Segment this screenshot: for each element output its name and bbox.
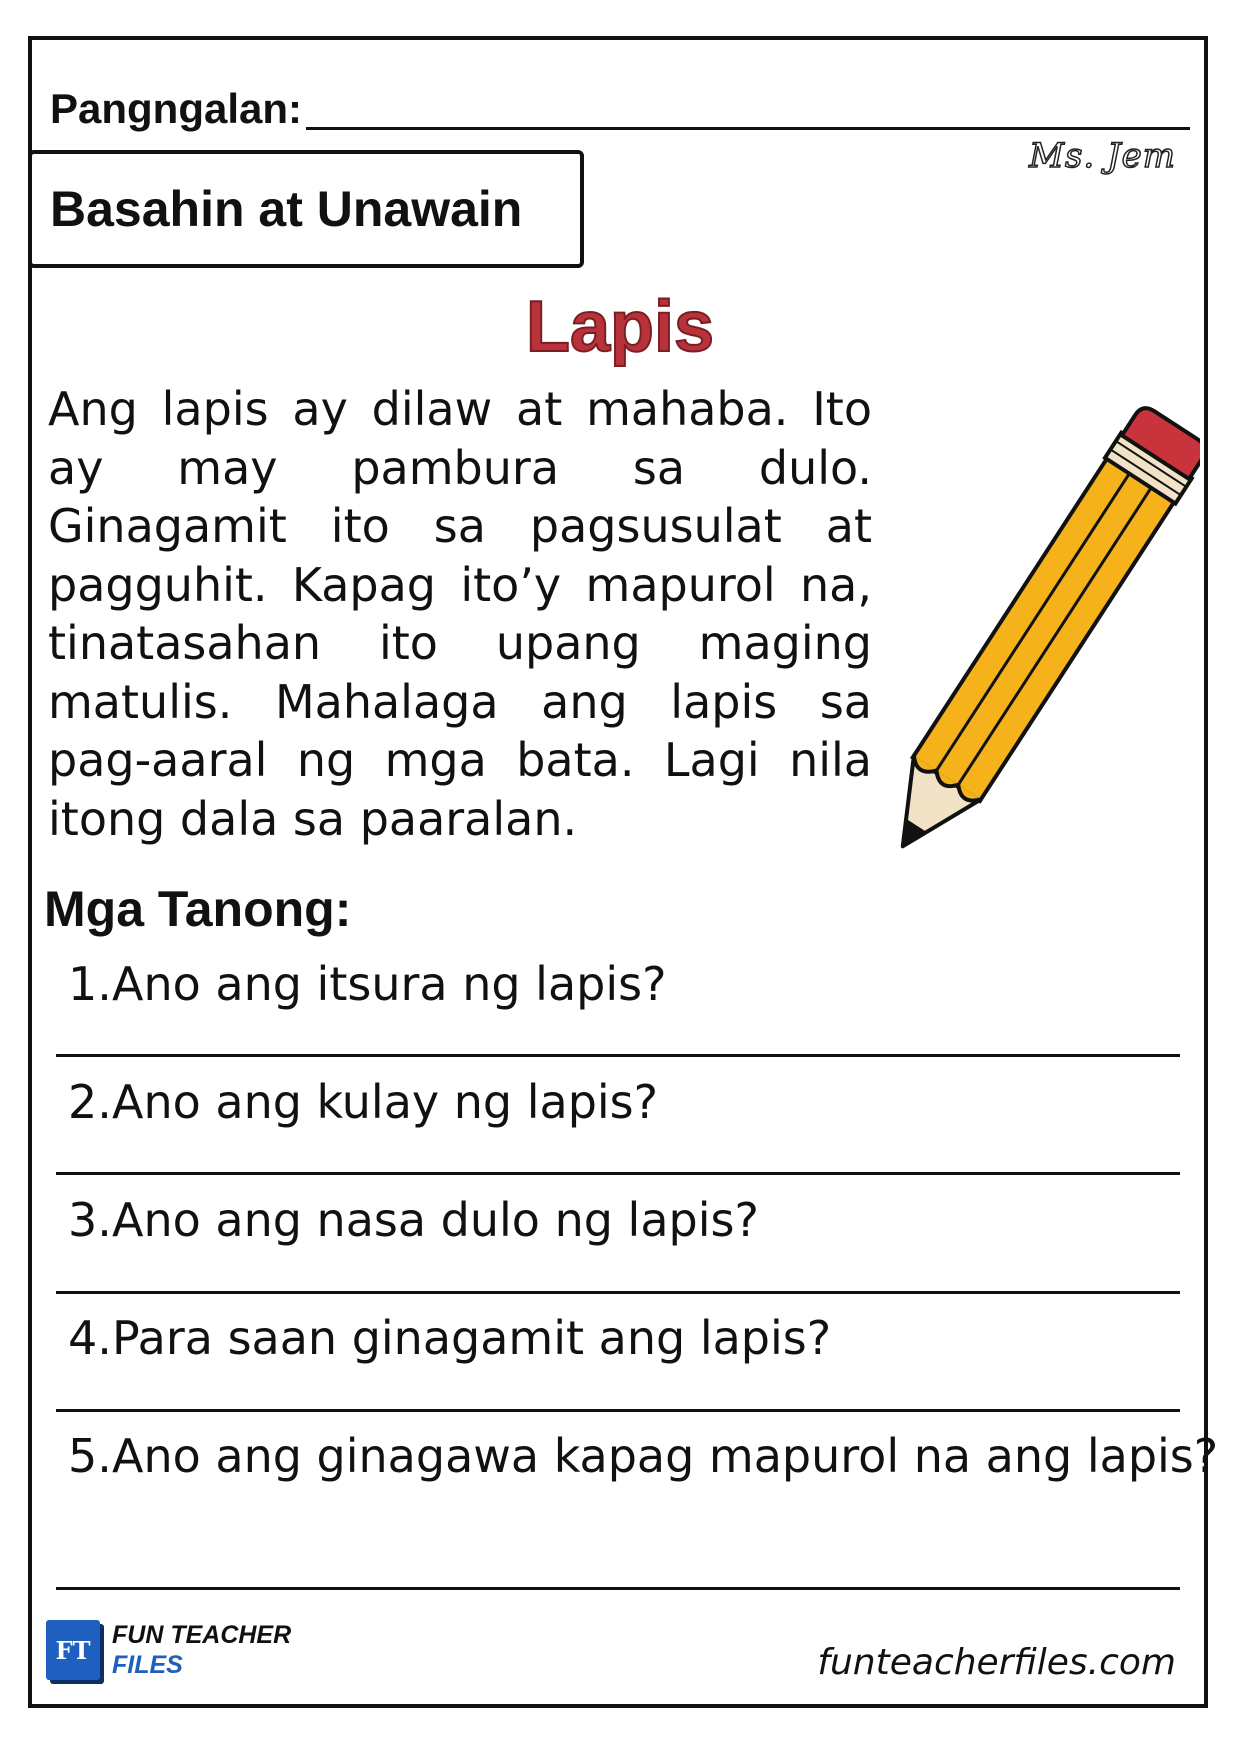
logo-line-1: FUN TEACHER — [112, 1621, 292, 1649]
section-title-box — [28, 150, 584, 268]
question-number: 3. — [68, 1193, 112, 1247]
question-text: Ano ang itsura ng lapis? — [112, 957, 667, 1011]
question-text: Ano ang ginagawa kapag mapurol na ang lapis? — [112, 1429, 1219, 1483]
question-4 — [68, 1309, 831, 1367]
answer-line-2[interactable] — [56, 1172, 1180, 1175]
answer-line-4[interactable] — [56, 1409, 1180, 1412]
story-title: Lapis — [525, 287, 715, 367]
brand-logo — [46, 1620, 291, 1680]
question-3 — [68, 1191, 759, 1249]
answer-line-1[interactable] — [56, 1054, 1180, 1057]
answer-line-3[interactable] — [56, 1291, 1180, 1294]
question-text: Para saan ginagamit ang lapis? — [112, 1311, 832, 1365]
question-number: 4. — [68, 1311, 112, 1365]
website-url: funteacherfiles.com — [817, 1642, 1176, 1683]
question-5 — [68, 1427, 1240, 1485]
question-1 — [68, 955, 667, 1013]
question-text: Ano ang kulay ng lapis? — [112, 1075, 659, 1129]
question-number: 1. — [68, 957, 112, 1011]
pencil-icon — [880, 390, 1200, 880]
section-title: Basahin at Unawain — [50, 181, 523, 237]
name-field-row — [50, 74, 1200, 130]
question-number: 5. — [68, 1429, 112, 1483]
question-2 — [68, 1073, 658, 1131]
logo-line-2: FILES — [112, 1651, 183, 1679]
name-label: Pangngalan: — [50, 85, 303, 132]
questions-heading: Mga Tanong: — [44, 881, 352, 937]
author-signature: Ms. Jem — [1029, 136, 1176, 176]
answer-line-5[interactable] — [56, 1587, 1180, 1590]
logo-text — [112, 1620, 291, 1680]
question-text: Ano ang nasa dulo ng lapis? — [112, 1193, 759, 1247]
logo-badge: FT — [46, 1620, 100, 1680]
story-paragraph: Ang lapis ay dilaw at mahaba. Ito ay may pambura sa dulo. Ginagamit ito sa pagsusulat at pagguhit. Kapag ito’y mapurol na, tinatasahan ito upang maging matulis. Mahalaga ang lapis sa pag-aaral ng mga bata. Lagi nila itong dala sa paaralan. — [48, 382, 872, 846]
question-number: 2. — [68, 1075, 112, 1129]
name-answer-line[interactable] — [306, 87, 1190, 130]
